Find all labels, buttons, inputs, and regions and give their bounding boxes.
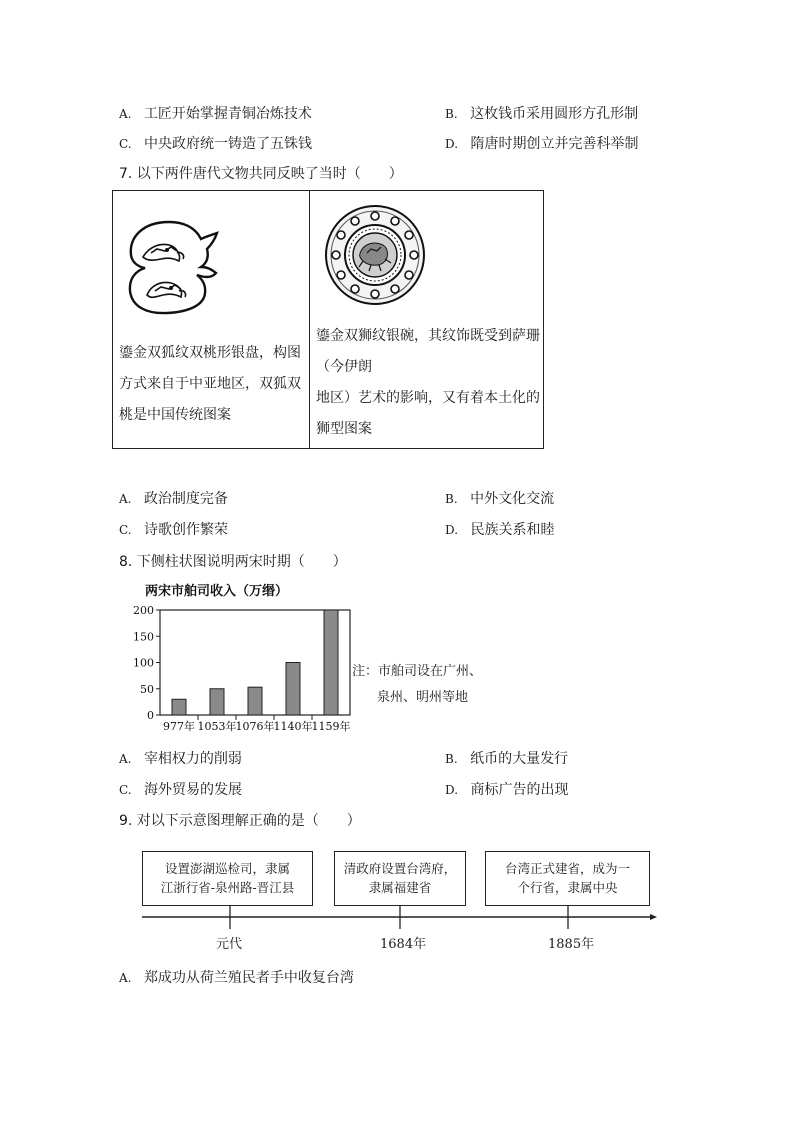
q7-option-d[interactable] xyxy=(445,521,554,539)
q8-option-d[interactable] xyxy=(445,781,568,799)
q9-option-a[interactable] xyxy=(119,969,354,987)
q6-option-b[interactable] xyxy=(445,105,638,123)
option-letter: A. xyxy=(119,492,132,506)
option-letter: B. xyxy=(445,492,458,506)
chart-note-line-2: 泉州、明州等地 xyxy=(377,690,469,705)
right-cell-line-4: 狮型图案 xyxy=(316,421,372,437)
right-cell-line-2: （今伊朗 xyxy=(316,359,372,375)
option-letter: D. xyxy=(445,137,459,151)
option-text: 诗歌创作繁荣 xyxy=(144,522,229,538)
option-text: 中外文化交流 xyxy=(470,491,555,507)
timeline-label-1684: 1684年 xyxy=(380,937,427,952)
x-tick-label: 1053年 xyxy=(197,720,237,733)
right-cell-line-3: 地区）艺术的影响，又有着本土化的 xyxy=(316,390,540,406)
timeline-box-1684 xyxy=(334,851,466,906)
q7-option-b[interactable] xyxy=(445,490,554,508)
option-letter: B. xyxy=(445,752,458,766)
q6-option-a[interactable] xyxy=(119,105,312,123)
q7-option-c[interactable] xyxy=(119,521,228,539)
option-letter: A. xyxy=(119,971,132,985)
option-letter: C. xyxy=(119,137,132,151)
q8-option-b[interactable] xyxy=(445,750,568,768)
x-tick-label: 1076年 xyxy=(235,720,275,733)
option-text: 中央政府统一铸造了五铢钱 xyxy=(144,136,313,152)
bar-1076年 xyxy=(248,687,262,715)
option-text: 政治制度完备 xyxy=(143,491,228,507)
box-line: 个行省，隶属中央 xyxy=(517,880,618,895)
option-letter: C. xyxy=(119,523,132,537)
market-ship-revenue-chart xyxy=(115,580,375,740)
x-tick-label: 1159年 xyxy=(311,720,351,733)
q8-option-c[interactable] xyxy=(119,781,242,799)
bar-1053年 xyxy=(210,689,224,715)
q7-stem: 7. 以下两件唐代文物共同反映了当时（ ） xyxy=(119,166,403,182)
left-cell-line-3: 桃是中国传统图案 xyxy=(119,407,231,423)
chart-plot-area xyxy=(133,604,351,733)
left-cell-line-2: 方式来自于中亚地区，双狐双 xyxy=(119,376,301,392)
x-tick-label: 977年 xyxy=(163,720,195,733)
table-divider xyxy=(309,191,310,448)
option-text: 这枚钱币采用圆形方孔形制 xyxy=(470,106,639,122)
box-line: 台湾正式建省，成为一 xyxy=(504,861,630,876)
timeline-label-yuan: 元代 xyxy=(216,937,243,952)
option-text: 纸币的大量发行 xyxy=(470,751,569,767)
y-tick-label: 100 xyxy=(133,656,154,670)
q8-stem: 8. 下侧柱状图说明两宋时期（ ） xyxy=(119,554,347,570)
bar-1159年 xyxy=(324,610,338,715)
bar-977年 xyxy=(172,699,186,715)
option-letter: A. xyxy=(119,107,132,121)
box-line: 江浙行省-泉州路-晋江县 xyxy=(160,880,295,895)
q9-stem: 9. 对以下示意图理解正确的是（ ） xyxy=(119,813,361,829)
option-text: 海外贸易的发展 xyxy=(144,782,243,798)
option-letter: D. xyxy=(445,523,459,537)
left-cell-line-1: 鎏金双狐纹双桃形银盘，构图 xyxy=(119,345,301,361)
option-text: 商标广告的出现 xyxy=(470,782,569,798)
lion-silver-bowl-image xyxy=(323,203,427,307)
q7-option-a[interactable] xyxy=(119,490,228,508)
box-line: 清政府设置台湾府， xyxy=(343,861,457,876)
option-text: 工匠开始掌握青铜冶炼技术 xyxy=(143,106,312,122)
right-cell-line-1: 鎏金双狮纹银碗，其纹饰既受到萨珊 xyxy=(316,328,540,344)
timeline-box-yuan xyxy=(142,851,313,906)
x-tick-label: 1140年 xyxy=(273,720,313,733)
box-line: 隶属福建省 xyxy=(368,880,432,895)
y-tick-label: 0 xyxy=(147,709,154,722)
y-tick-label: 50 xyxy=(140,682,154,696)
fox-peach-plate-image xyxy=(121,217,221,317)
timeline-box-1885 xyxy=(485,851,650,906)
option-letter: A. xyxy=(119,752,132,766)
option-text: 郑成功从荷兰殖民者手中收复台湾 xyxy=(143,970,354,986)
option-letter: B. xyxy=(445,107,458,121)
timeline-label-1885: 1885年 xyxy=(548,937,595,952)
option-text: 隋唐时期创立并完善科举制 xyxy=(470,136,639,152)
chart-note-line-1: 注：市舶司设在广州、 xyxy=(352,664,483,679)
q6-option-c[interactable] xyxy=(119,135,312,153)
box-line: 设置澎湖巡检司，隶属 xyxy=(164,861,290,876)
q8-option-a[interactable] xyxy=(119,750,242,768)
chart-title: 两宋市舶司收入（万缗） xyxy=(145,584,289,599)
option-letter: D. xyxy=(445,783,459,797)
bar-1140年 xyxy=(286,663,300,716)
y-tick-label: 200 xyxy=(133,604,154,617)
q7-artifact-table xyxy=(112,190,544,449)
y-tick-label: 150 xyxy=(133,630,154,644)
option-text: 宰相权力的削弱 xyxy=(143,751,242,767)
option-letter: C. xyxy=(119,783,132,797)
option-text: 民族关系和睦 xyxy=(470,522,555,538)
chart-note xyxy=(352,663,482,707)
timeline-axis xyxy=(140,905,660,935)
q6-option-d[interactable] xyxy=(445,135,638,153)
